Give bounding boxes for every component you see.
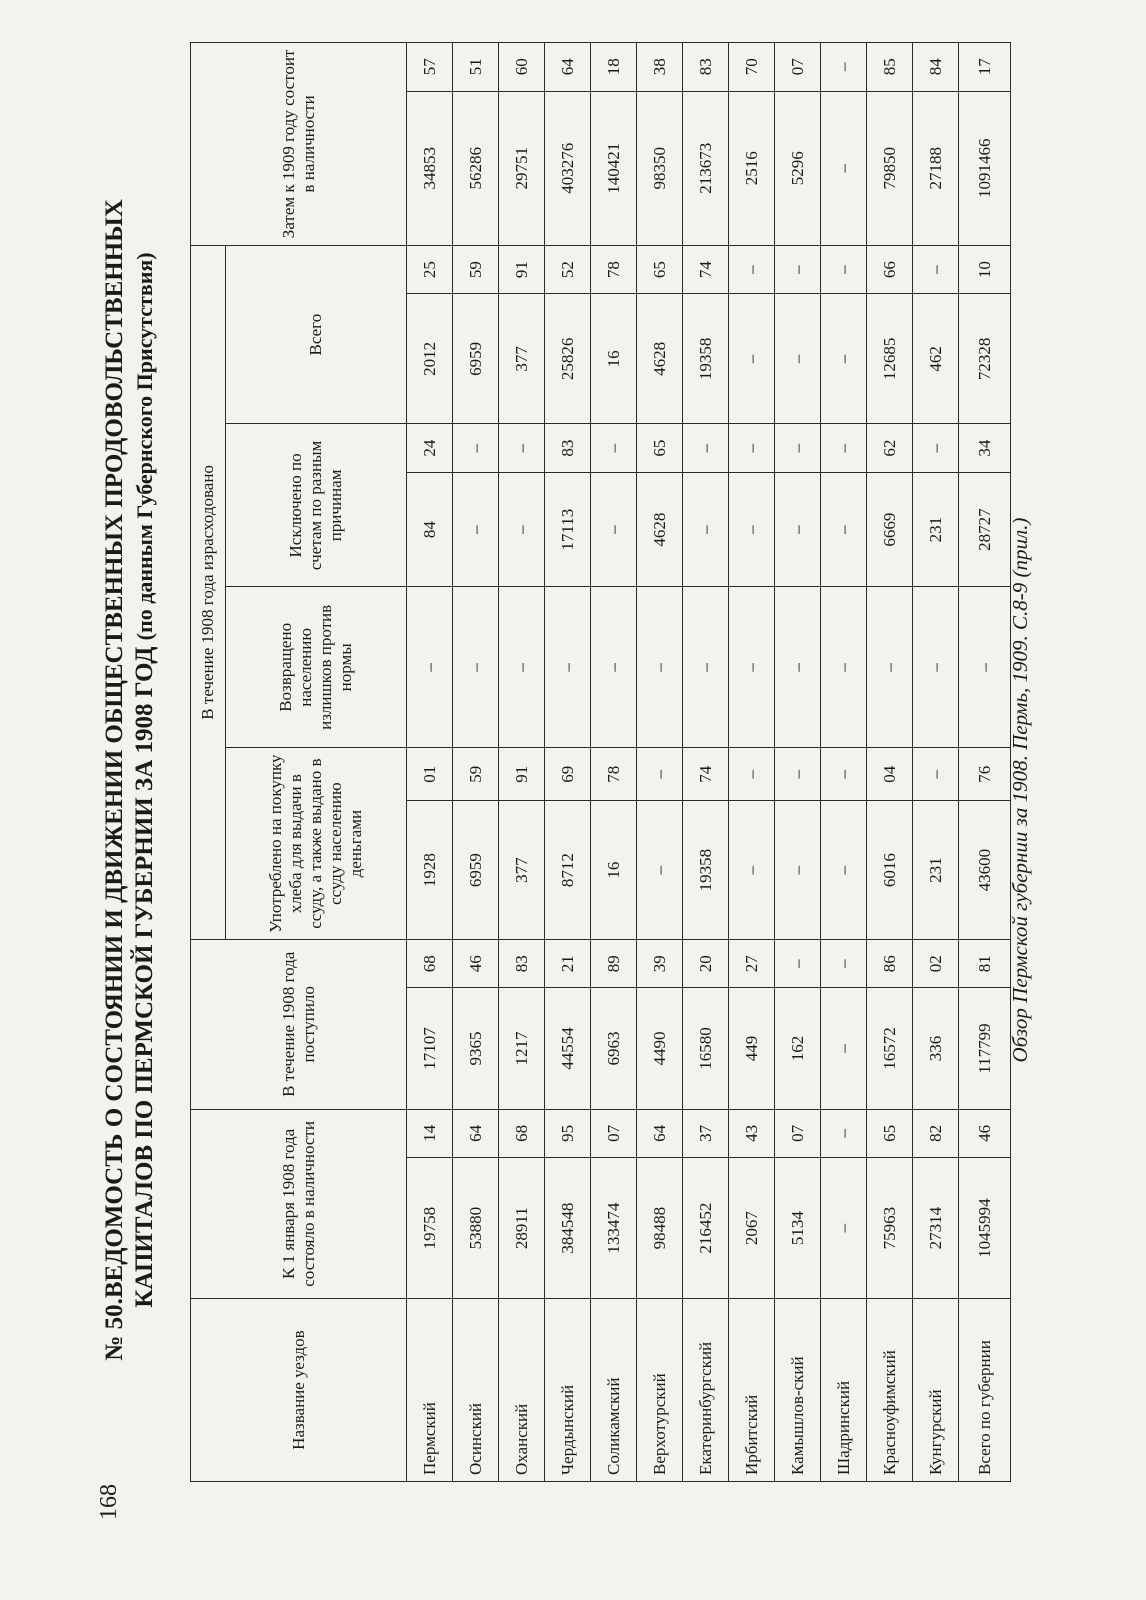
cell-jan1: 75963 (867, 1158, 913, 1299)
cell-bal-k: – (821, 43, 867, 92)
cell-tot: – (821, 294, 867, 424)
cell-tot-k: 66 (867, 245, 913, 294)
cell-tot-k: 25 (407, 245, 453, 294)
cell-rec: – (821, 988, 867, 1109)
cell-tot: 16 (591, 294, 637, 424)
cell-jan1-k: 82 (913, 1109, 959, 1157)
page-title (100, 130, 160, 1430)
cell-rec: 336 (913, 988, 959, 1109)
cell-bal-k: 70 (729, 43, 775, 92)
cell-used: – (821, 801, 867, 940)
cell-tot-k: 52 (545, 245, 591, 294)
cell-used: 19358 (683, 801, 729, 940)
cell-exc-k: 83 (545, 424, 591, 472)
header-spent-group: В течение 1908 года израсходовано (191, 245, 226, 939)
cell-tot-k: 59 (453, 245, 499, 294)
cell-bal: 27188 (913, 91, 959, 245)
cell-bal-k: 85 (867, 43, 913, 92)
cell-rec: 17107 (407, 988, 453, 1109)
cell-jan1-k: 07 (775, 1109, 821, 1157)
header-used: Употреблено на покупку хлеба для выдачи в ссуду, а также выдано в ссуду населению деньгами (226, 748, 407, 940)
cell-exc: 17113 (545, 472, 591, 587)
cell-bal-k: 83 (683, 43, 729, 92)
cell-tot-k: 78 (591, 245, 637, 294)
cell-ret: – (407, 587, 453, 748)
cell-jan1-k: 64 (453, 1109, 499, 1157)
cell-used: 377 (499, 801, 545, 940)
cell-jan1: 53880 (453, 1158, 499, 1299)
cell-used: – (637, 801, 683, 940)
cell-used-k: – (729, 748, 775, 801)
cell-exc-k: – (499, 424, 545, 472)
cell-jan1: 384548 (545, 1158, 591, 1299)
cell-name: Екатеринбургский (683, 1299, 729, 1482)
cell-name: Ирбитский (729, 1299, 775, 1482)
cell-jan1: 19758 (407, 1158, 453, 1299)
cell-bal: – (821, 91, 867, 245)
cell-tot-k: – (913, 245, 959, 294)
table-row (821, 43, 867, 1482)
cell-exc-k: – (683, 424, 729, 472)
cell-tot: – (729, 294, 775, 424)
cell-exc-k: – (775, 424, 821, 472)
cell-used-k: 04 (867, 748, 913, 801)
cell-jan1-k: 68 (499, 1109, 545, 1157)
cell-exc: 4628 (637, 472, 683, 587)
header-total: Всего (226, 245, 407, 424)
cell-used-k: 78 (591, 748, 637, 801)
cell-rec-k: – (821, 939, 867, 987)
cell-name: Всего по губернии (959, 1299, 1011, 1482)
cell-tot: 4628 (637, 294, 683, 424)
cell-tot: 6959 (453, 294, 499, 424)
cell-rec-k: 27 (729, 939, 775, 987)
cell-bal: 79850 (867, 91, 913, 245)
cell-used-k: 76 (959, 748, 1011, 801)
cell-exc-k: – (453, 424, 499, 472)
cell-exc-k: 62 (867, 424, 913, 472)
cell-jan1: 5134 (775, 1158, 821, 1299)
cell-used-k: 69 (545, 748, 591, 801)
cell-rec-k: 21 (545, 939, 591, 987)
table-row (637, 43, 683, 1482)
cell-tot: – (775, 294, 821, 424)
cell-used-k: – (775, 748, 821, 801)
cell-tot: 462 (913, 294, 959, 424)
cell-jan1-k: 64 (637, 1109, 683, 1157)
cell-ret: – (637, 587, 683, 748)
cell-bal: 403276 (545, 91, 591, 245)
cell-exc: – (453, 472, 499, 587)
table-row (775, 43, 821, 1482)
cell-bal-k: 64 (545, 43, 591, 92)
cell-tot: 12685 (867, 294, 913, 424)
cell-name: Пермский (407, 1299, 453, 1482)
table-row (913, 43, 959, 1482)
title-line-2 (130, 130, 160, 1430)
title-line-2-main: КАПИТАЛОВ ПО ПЕРМСКОЙ ГУБЕРНИИ ЗА 1908 ГОД (131, 646, 158, 1308)
cell-exc: – (821, 472, 867, 587)
cell-bal: 2516 (729, 91, 775, 245)
cell-used-k: – (913, 748, 959, 801)
table-body (407, 43, 1011, 1482)
cell-exc-k: – (729, 424, 775, 472)
cell-rec-k: 39 (637, 939, 683, 987)
cell-bal: 29751 (499, 91, 545, 245)
cell-jan1: 27314 (913, 1158, 959, 1299)
cell-used: 43600 (959, 801, 1011, 940)
cell-rec-k: 02 (913, 939, 959, 987)
cell-used: – (729, 801, 775, 940)
table-row (591, 43, 637, 1482)
cell-tot-k: – (729, 245, 775, 294)
cell-name: Верхотурский (637, 1299, 683, 1482)
cell-used-k: – (637, 748, 683, 801)
cell-ret: – (499, 587, 545, 748)
cell-used: 16 (591, 801, 637, 940)
cell-exc: 28727 (959, 472, 1011, 587)
cell-bal: 140421 (591, 91, 637, 245)
cell-used: 231 (913, 801, 959, 940)
header-name: Название уездов (191, 1299, 407, 1482)
cell-rec-k: 81 (959, 939, 1011, 987)
cell-exc: 84 (407, 472, 453, 587)
cell-rec-k: 46 (453, 939, 499, 987)
cell-bal: 5296 (775, 91, 821, 245)
cell-jan1: 98488 (637, 1158, 683, 1299)
cell-exc: – (591, 472, 637, 587)
cell-rec: 449 (729, 988, 775, 1109)
cell-rec: 117799 (959, 988, 1011, 1109)
cell-tot: 72328 (959, 294, 1011, 424)
cell-used: 6959 (453, 801, 499, 940)
table-total-row (959, 43, 1011, 1482)
cell-jan1-k: 46 (959, 1109, 1011, 1157)
header-excluded: Исключено по счетам по разным причинам (226, 424, 407, 587)
cell-tot-k: 65 (637, 245, 683, 294)
cell-exc: 231 (913, 472, 959, 587)
page-number: 168 (96, 1484, 122, 1520)
cell-tot-k: – (821, 245, 867, 294)
cell-bal-k: 38 (637, 43, 683, 92)
cell-rec: 9365 (453, 988, 499, 1109)
cell-tot-k: 91 (499, 245, 545, 294)
cell-jan1-k: 65 (867, 1109, 913, 1157)
cell-jan1-k: 07 (591, 1109, 637, 1157)
cell-rec: 16580 (683, 988, 729, 1109)
cell-rec-k: 83 (499, 939, 545, 987)
header-balance: Затем к 1909 году состоит в наличности (191, 43, 407, 246)
cell-ret: – (591, 587, 637, 748)
cell-rec: 16572 (867, 988, 913, 1109)
cell-jan1-k: – (821, 1109, 867, 1157)
cell-jan1: – (821, 1158, 867, 1299)
cell-exc-k: – (821, 424, 867, 472)
cell-tot-k: 10 (959, 245, 1011, 294)
cell-rec-k: – (775, 939, 821, 987)
cell-used: 1928 (407, 801, 453, 940)
cell-tot: 19358 (683, 294, 729, 424)
cell-used-k: 59 (453, 748, 499, 801)
cell-bal: 34853 (407, 91, 453, 245)
cell-used-k: 91 (499, 748, 545, 801)
cell-jan1: 216452 (683, 1158, 729, 1299)
cell-tot-k: – (775, 245, 821, 294)
cell-rec: 44554 (545, 988, 591, 1109)
table-row (499, 43, 545, 1482)
cell-bal: 98350 (637, 91, 683, 245)
table-row (729, 43, 775, 1482)
table-row (683, 43, 729, 1482)
cell-name: Камышлов-ский (775, 1299, 821, 1482)
cell-exc-k: – (591, 424, 637, 472)
header-returned: Возвращено населению излишков против нормы (226, 587, 407, 748)
cell-used-k: 01 (407, 748, 453, 801)
capital-table (190, 42, 1011, 1482)
cell-exc: – (683, 472, 729, 587)
cell-rec-k: 68 (407, 939, 453, 987)
cell-bal: 1091466 (959, 91, 1011, 245)
table-row (407, 43, 453, 1482)
cell-bal: 213673 (683, 91, 729, 245)
cell-ret: – (683, 587, 729, 748)
cell-ret: – (867, 587, 913, 748)
cell-bal: 56286 (453, 91, 499, 245)
cell-ret: – (959, 587, 1011, 748)
cell-jan1: 133474 (591, 1158, 637, 1299)
cell-ret: – (821, 587, 867, 748)
title-line-1: № 50.ВЕДОМОСТЬ О СОСТОЯНИИ И ДВИЖЕНИИ ОБЩЕСТВЕННЫХ ПРОДОВОЛЬСТВЕННЫХ (101, 199, 128, 1361)
cell-rec-k: 20 (683, 939, 729, 987)
cell-jan1-k: 43 (729, 1109, 775, 1157)
cell-exc: – (729, 472, 775, 587)
cell-jan1-k: 14 (407, 1109, 453, 1157)
header-jan1: К 1 января 1908 года состояло в наличности (191, 1109, 407, 1299)
cell-exc: – (775, 472, 821, 587)
cell-jan1-k: 37 (683, 1109, 729, 1157)
cell-ret: – (775, 587, 821, 748)
cell-rec: 1217 (499, 988, 545, 1109)
cell-ret: – (913, 587, 959, 748)
cell-bal-k: 60 (499, 43, 545, 92)
cell-jan1-k: 95 (545, 1109, 591, 1157)
table-row (545, 43, 591, 1482)
cell-exc-k: 65 (637, 424, 683, 472)
cell-tot: 377 (499, 294, 545, 424)
cell-exc-k: 24 (407, 424, 453, 472)
cell-jan1: 28911 (499, 1158, 545, 1299)
cell-ret: – (453, 587, 499, 748)
cell-tot: 2012 (407, 294, 453, 424)
cell-name: Кунгурский (913, 1299, 959, 1482)
cell-rec-k: 86 (867, 939, 913, 987)
cell-tot: 25826 (545, 294, 591, 424)
cell-rec: 162 (775, 988, 821, 1109)
table-row (453, 43, 499, 1482)
cell-rec-k: 89 (591, 939, 637, 987)
source-caption: Обзор Пермской губернии за 1908. Пермь, 1909. С.8-9 (прил.) (1008, 517, 1032, 1063)
cell-bal-k: 57 (407, 43, 453, 92)
cell-name: Шадринский (821, 1299, 867, 1482)
cell-used-k: 74 (683, 748, 729, 801)
cell-exc-k: 34 (959, 424, 1011, 472)
cell-used-k: – (821, 748, 867, 801)
cell-name: Осинский (453, 1299, 499, 1482)
cell-exc: 6669 (867, 472, 913, 587)
cell-bal-k: 84 (913, 43, 959, 92)
cell-exc: – (499, 472, 545, 587)
cell-bal-k: 18 (591, 43, 637, 92)
cell-tot-k: 74 (683, 245, 729, 294)
cell-bal-k: 07 (775, 43, 821, 92)
cell-ret: – (729, 587, 775, 748)
cell-name: Оханский (499, 1299, 545, 1482)
cell-used: 6016 (867, 801, 913, 940)
cell-jan1: 2067 (729, 1158, 775, 1299)
cell-bal-k: 51 (453, 43, 499, 92)
table-row (867, 43, 913, 1482)
header-received: В течение 1908 года поступило (191, 939, 407, 1109)
cell-ret: – (545, 587, 591, 748)
cell-exc-k: – (913, 424, 959, 472)
cell-name: Чердынский (545, 1299, 591, 1482)
cell-used: 8712 (545, 801, 591, 940)
cell-bal-k: 17 (959, 43, 1011, 92)
cell-rec: 4490 (637, 988, 683, 1109)
cell-name: Красноуфимский (867, 1299, 913, 1482)
cell-used: – (775, 801, 821, 940)
cell-jan1: 1045994 (959, 1158, 1011, 1299)
title-line-2-subtitle: (по данным Губернского Присутствия) (132, 252, 157, 641)
cell-name: Соликамский (591, 1299, 637, 1482)
cell-rec: 6963 (591, 988, 637, 1109)
